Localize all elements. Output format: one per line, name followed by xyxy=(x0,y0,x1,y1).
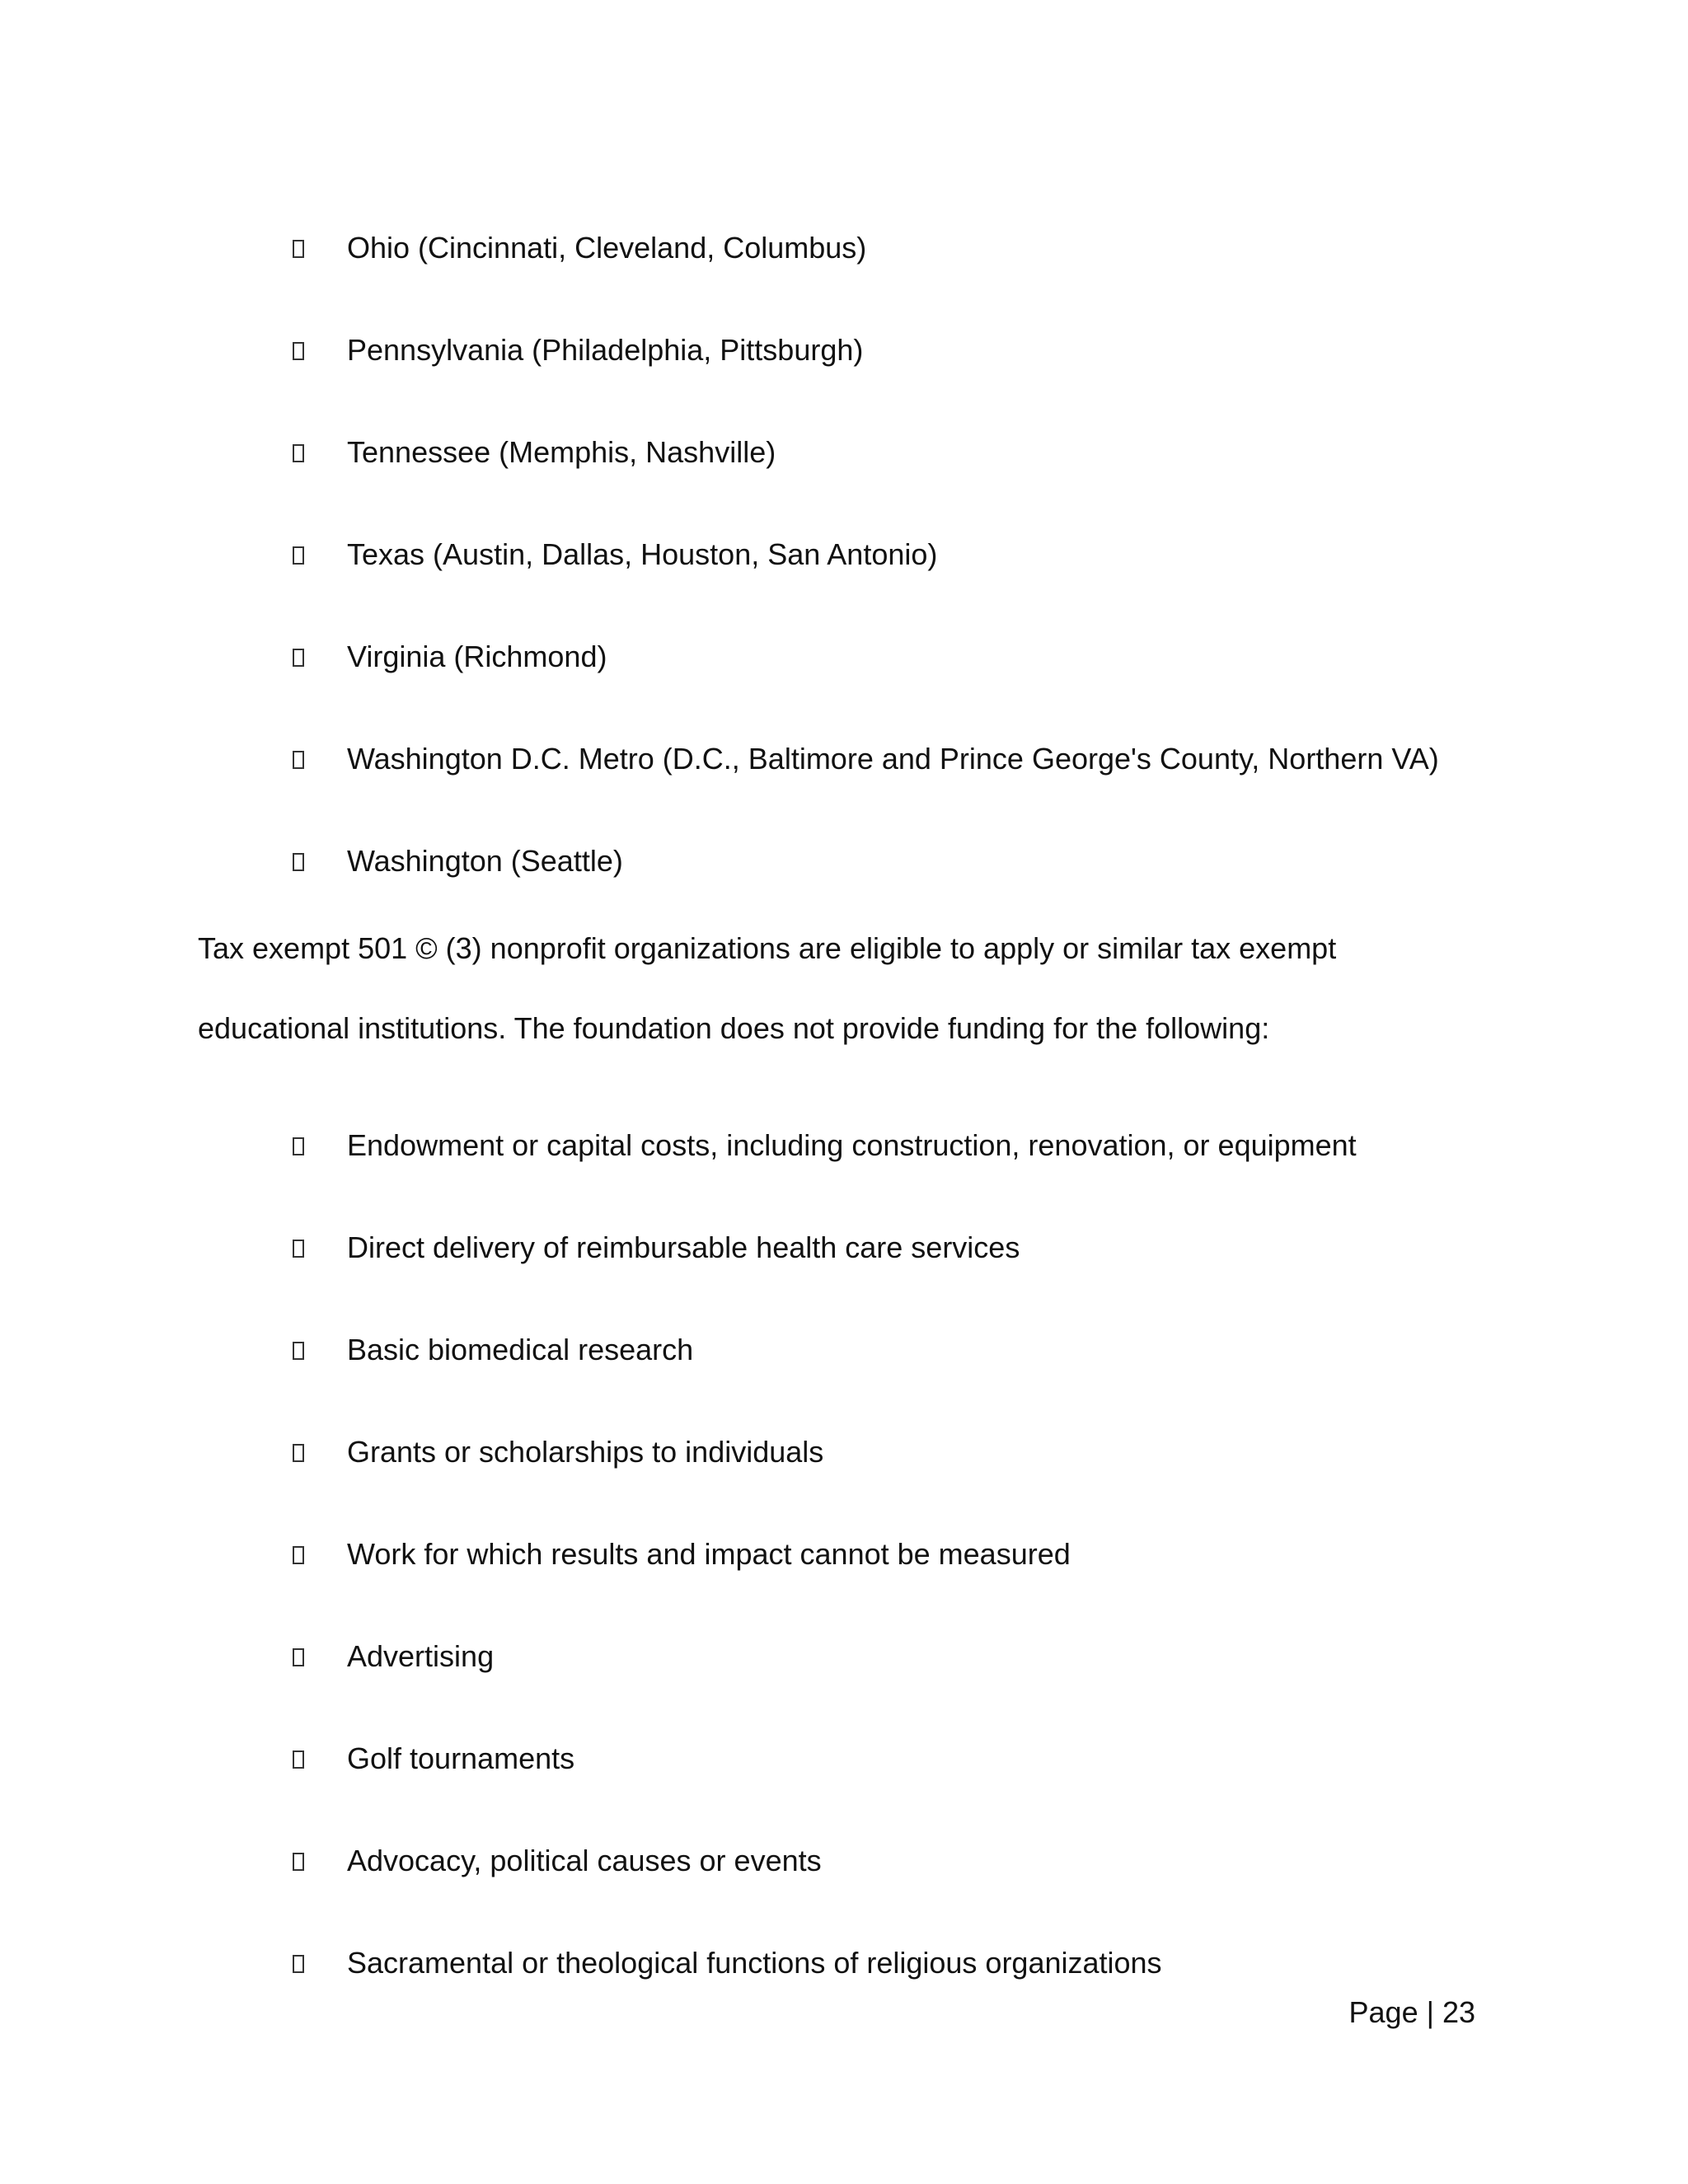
bullet-icon xyxy=(293,1137,304,1155)
bullet-icon xyxy=(293,444,304,462)
list-item-text: Pennsylvania (Philadelphia, Pittsburgh) xyxy=(347,333,864,367)
bullet-icon xyxy=(293,853,304,871)
list-item xyxy=(293,299,1439,401)
bullet-icon xyxy=(293,546,304,565)
bullet-icon xyxy=(293,1648,304,1666)
list-item-text: Direct delivery of reimbursable health care services xyxy=(347,1230,1020,1264)
list-item-text: Washington (Seattle) xyxy=(347,844,623,878)
paragraph-line: educational institutions. The foundation does not provide funding for the following: xyxy=(198,1011,1270,1045)
bullet-icon xyxy=(293,240,304,258)
list-item-text: Texas (Austin, Dallas, Houston, San Antonio) xyxy=(347,537,938,571)
bullet-icon xyxy=(293,1955,304,1973)
list-item xyxy=(293,1503,1357,1605)
list-item xyxy=(293,1810,1357,1912)
list-item xyxy=(293,197,1439,299)
list-item xyxy=(293,1401,1357,1503)
list-item-text: Grants or scholarships to individuals xyxy=(347,1435,824,1469)
list-item-text: Washington D.C. Metro (D.C., Baltimore and Prince George's County, Northern VA) xyxy=(347,742,1439,776)
list-item-text: Advertising xyxy=(347,1639,495,1673)
bullet-icon xyxy=(293,649,304,667)
eligibility-paragraph xyxy=(198,908,1484,1068)
bullet-icon xyxy=(293,1240,304,1258)
list-item-text: Endowment or capital costs, including construction, renovation, or equipment xyxy=(347,1128,1357,1162)
list-item-text: Tennessee (Memphis, Nashville) xyxy=(347,435,776,469)
list-item-text: Ohio (Cincinnati, Cleveland, Columbus) xyxy=(347,231,867,265)
list-item-text: Sacramental or theological functions of religious organizations xyxy=(347,1946,1162,1980)
list-item xyxy=(293,1605,1357,1708)
locations-list xyxy=(293,197,1439,912)
bullet-icon xyxy=(293,1750,304,1769)
list-item xyxy=(293,504,1439,606)
list-item-text: Basic biomedical research xyxy=(347,1333,694,1366)
page-number: Page | 23 xyxy=(1348,1995,1475,2029)
bullet-icon xyxy=(293,751,304,769)
list-item-text: Work for which results and impact cannot be measured xyxy=(347,1537,1071,1571)
list-item-text: Virginia (Richmond) xyxy=(347,640,607,673)
bullet-icon xyxy=(293,1444,304,1462)
list-item xyxy=(293,1299,1357,1401)
list-item xyxy=(293,810,1439,912)
bullet-icon xyxy=(293,342,304,360)
exclusions-list xyxy=(293,1094,1357,2014)
list-item xyxy=(293,1197,1357,1299)
list-item xyxy=(293,1912,1357,2014)
bullet-icon xyxy=(293,1853,304,1871)
list-item xyxy=(293,401,1439,504)
bullet-icon xyxy=(293,1546,304,1564)
bullet-icon xyxy=(293,1342,304,1360)
list-item xyxy=(293,1094,1357,1197)
list-item-text: Golf tournaments xyxy=(347,1741,575,1775)
paragraph-line: Tax exempt 501 © (3) nonprofit organizations are eligible to apply or similar tax exempt xyxy=(198,931,1337,965)
list-item xyxy=(293,1708,1357,1810)
list-item-text: Advocacy, political causes or events xyxy=(347,1844,822,1877)
list-item xyxy=(293,708,1439,810)
list-item xyxy=(293,606,1439,708)
